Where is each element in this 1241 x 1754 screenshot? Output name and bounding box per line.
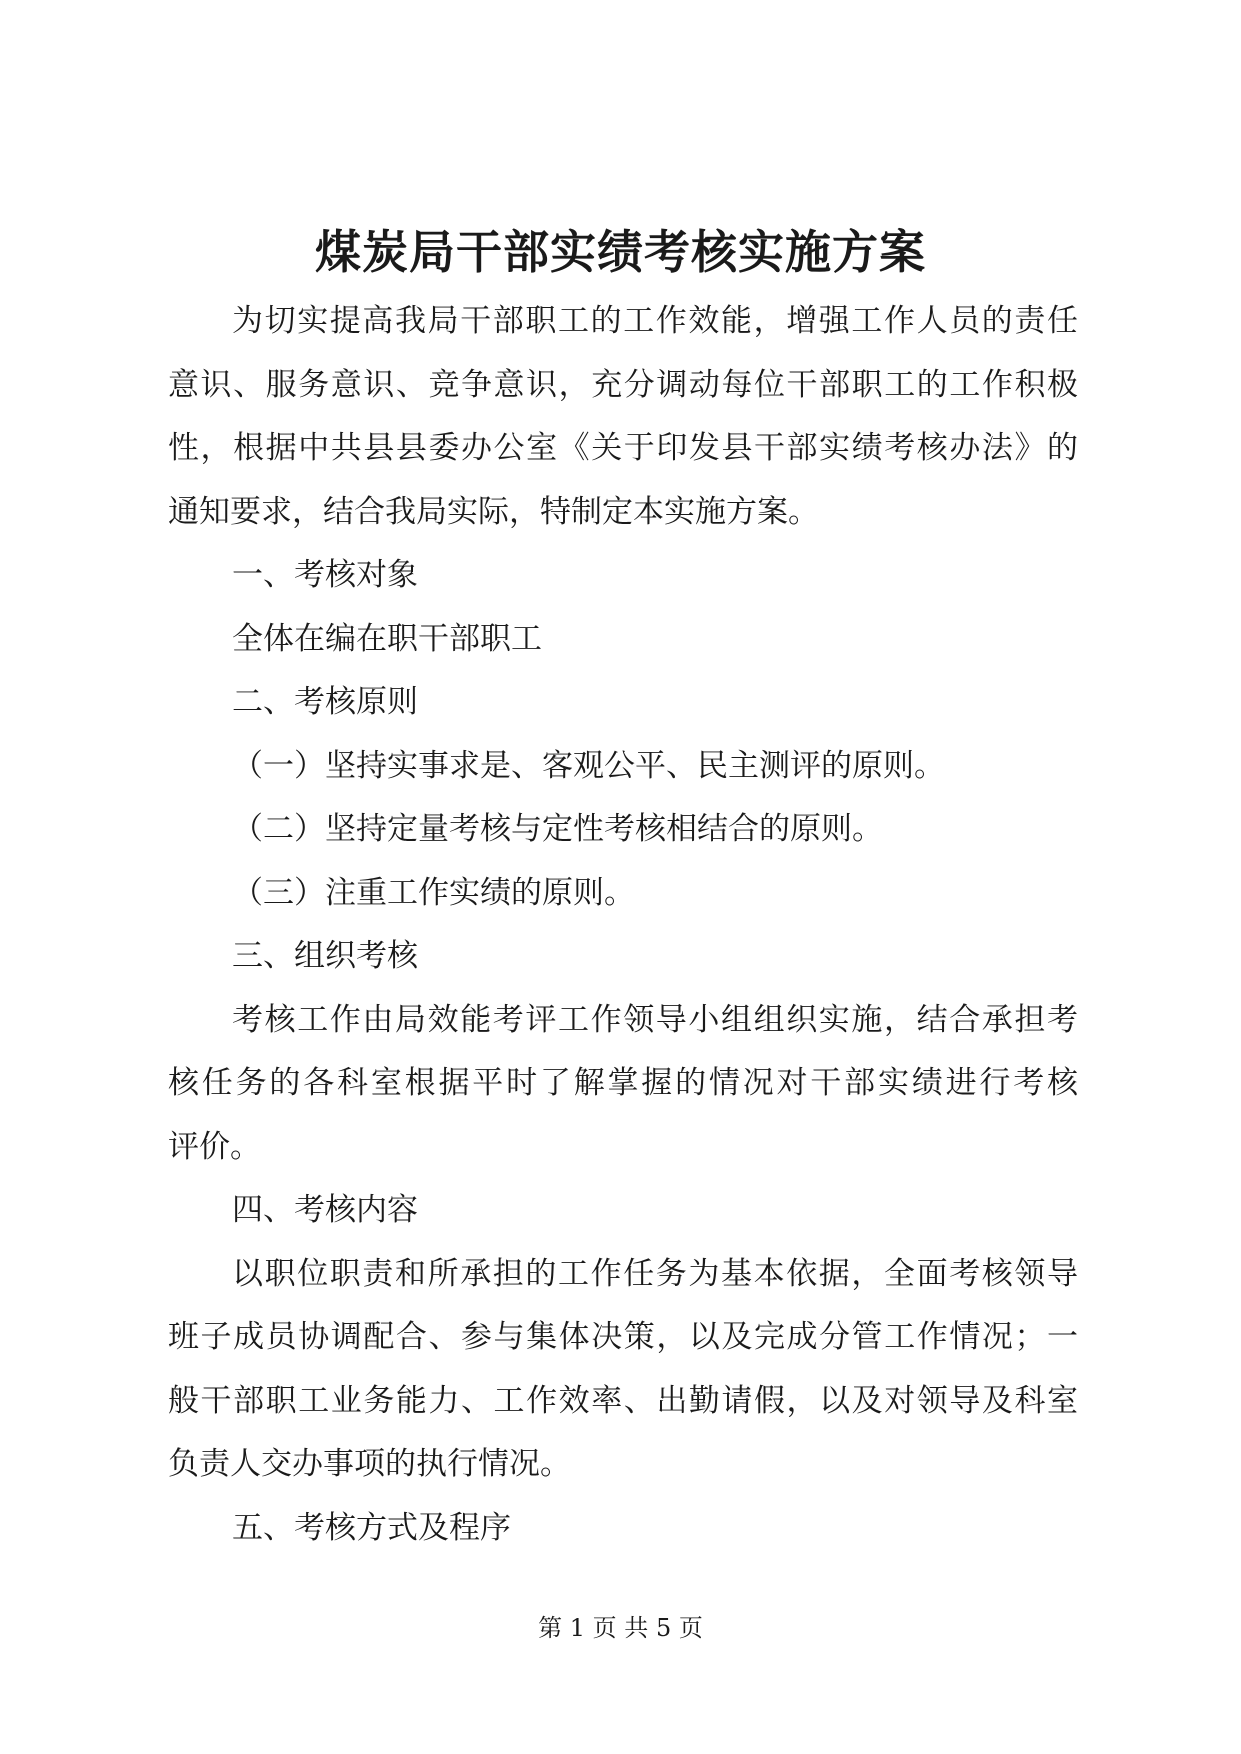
section-heading: 一、考核对象 xyxy=(232,557,418,593)
paragraph-line: 负责人交办事项的执行情况。 xyxy=(168,1446,571,1482)
section-heading: 二、考核原则 xyxy=(232,684,418,720)
list-item: （二）坚持定量考核与定性考核相结合的原则。 xyxy=(232,811,883,847)
paragraph-line: 核任务的各科室根据平时了解掌握的情况对干部实绩进行考核 xyxy=(168,1065,1078,1101)
paragraph-line: 班子成员协调配合、参与集体决策，以及完成分管工作情况；一 xyxy=(168,1319,1078,1355)
section-heading: 四、考核内容 xyxy=(232,1192,418,1228)
paragraph-line: 考核工作由局效能考评工作领导小组组织实施，结合承担考 xyxy=(232,1001,1078,1038)
paragraph-line: 通知要求，结合我局实际，特制定本实施方案。 xyxy=(168,493,819,530)
paragraph-line: 以职位职责和所承担的工作任务为基本依据，全面考核领导 xyxy=(232,1255,1078,1292)
document-title: 煤炭局干部实绩考核实施方案 xyxy=(315,225,926,279)
list-item: （三）注重工作实绩的原则。 xyxy=(232,874,635,911)
list-item: （一）坚持实事求是、客观公平、民主测评的原则。 xyxy=(232,747,945,784)
document-body xyxy=(168,290,1078,1560)
paragraph-line: 全体在编在职干部职工 xyxy=(232,620,542,657)
paragraph-line: 般干部职工业务能力、工作效率、出勤请假，以及对领导及科室 xyxy=(168,1382,1078,1419)
page-number-footer: 第 1 页 共 5 页 xyxy=(538,1614,703,1642)
paragraph-line: 意识、服务意识、竞争意识，充分调动每位干部职工的工作积极 xyxy=(168,366,1078,403)
section-heading: 五、考核方式及程序 xyxy=(232,1509,511,1546)
section-heading: 三、组织考核 xyxy=(232,938,418,974)
paragraph-line: 为切实提高我局干部职工的工作效能，增强工作人员的责任 xyxy=(232,303,1078,339)
paragraph-line: 评价。 xyxy=(168,1128,261,1165)
paragraph-line: 性，根据中共县县委办公室《关于印发县干部实绩考核办法》的 xyxy=(168,430,1078,466)
